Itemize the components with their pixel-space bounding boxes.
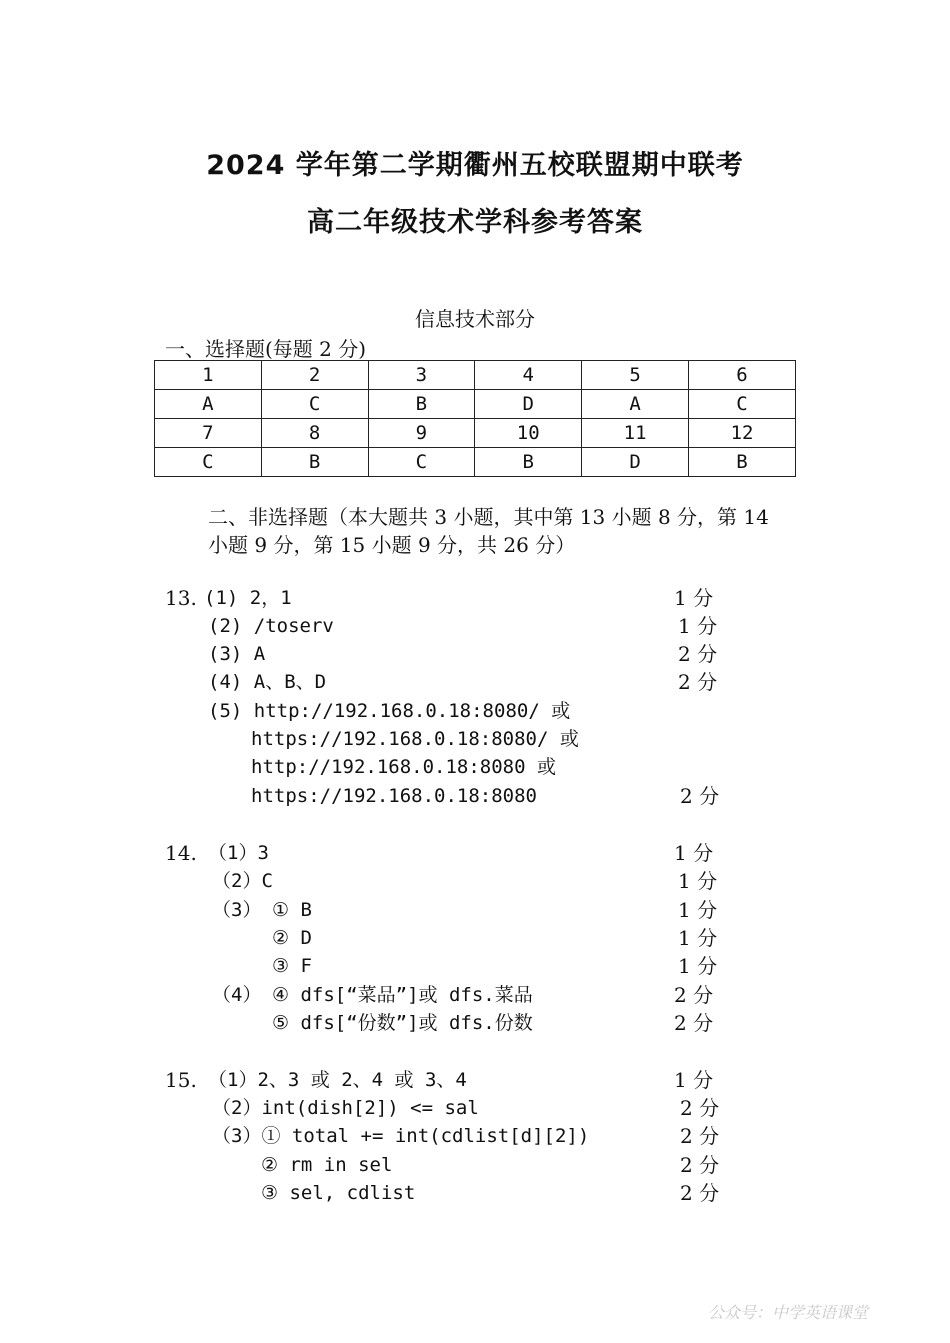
table-cell: 10 (475, 419, 582, 448)
item-label: (3) (208, 643, 243, 665)
table-cell: 1 (155, 361, 262, 390)
table-cell: 4 (475, 361, 582, 390)
table-row (155, 419, 796, 448)
score: 1 分 (674, 586, 714, 610)
score: 2 分 (678, 642, 718, 666)
table-cell: 3 (368, 361, 475, 390)
score: 2 分 (678, 670, 718, 694)
table-cell: B (689, 448, 796, 477)
score: 1 分 (674, 841, 714, 865)
q13-number: 13. (165, 586, 197, 610)
table-cell: B (475, 448, 582, 477)
item-label: （3） (212, 1125, 262, 1147)
table-cell: 8 (261, 419, 368, 448)
watermark: 公众号：中学英语课堂 (708, 1303, 869, 1322)
item-label: （1） (208, 842, 258, 864)
table-cell: 6 (689, 361, 796, 390)
item-answer: int(dish[2]) <= sal (261, 1097, 479, 1119)
part-two-heading-line: 小题 9 分，第 15 小题 9 分，共 26 分） (208, 533, 576, 557)
q13-item-2 (208, 612, 334, 640)
table-cell: A (582, 390, 689, 419)
item-label: (1) (204, 587, 239, 609)
table-cell: 2 (261, 361, 368, 390)
q13-item-5-cont: http://192.168.0.18:8080 或 (251, 756, 556, 778)
score: 2 分 (674, 983, 714, 1007)
q14-item-4b-answer: ⑤ dfs[“份数”]或 dfs.份数 (272, 1012, 533, 1034)
score: 2 分 (674, 1011, 714, 1035)
q13-item-3 (208, 640, 265, 668)
score: 1 分 (678, 898, 718, 922)
table-cell: B (261, 448, 368, 477)
table-cell: D (582, 448, 689, 477)
table-cell: 12 (689, 419, 796, 448)
part-two-heading (208, 503, 808, 559)
table-cell: A (155, 390, 262, 419)
item-answer: A (253, 643, 266, 665)
item-answer: 2，1 (249, 587, 292, 609)
score: 1 分 (678, 869, 718, 893)
q14-item-3-answer: ① B (272, 899, 312, 921)
document-title: 2024 学年第二学期衢州五校联盟期中联考 (206, 150, 744, 181)
q13-item-5-cont: https://192.168.0.18:8080/ 或 (251, 728, 579, 750)
score: 1 分 (678, 954, 718, 978)
q14-number: 14. (165, 841, 197, 865)
item-answer: C (261, 870, 273, 892)
q15-number: 15. (165, 1068, 197, 1092)
q14-item-3c-answer: ③ F (272, 955, 312, 977)
q15-item-3c-answer: ③ sel, cdlist (261, 1182, 416, 1204)
score: 2 分 (680, 1124, 720, 1148)
table-cell: C (689, 390, 796, 419)
item-answer: /toserv (253, 615, 334, 637)
q13-item-5-cont: https://192.168.0.18:8080 (251, 785, 537, 807)
score: 2 分 (680, 1096, 720, 1120)
table-cell: B (368, 390, 475, 419)
score: 2 分 (680, 1153, 720, 1177)
score: 1 分 (678, 926, 718, 950)
q14-item-4-answer: ④ dfs[“菜品”]或 dfs.菜品 (272, 984, 533, 1006)
q13-item-4 (208, 668, 326, 696)
document-subtitle: 高二年级技术学科参考答案 (307, 207, 643, 238)
answer-table (154, 360, 796, 477)
table-cell: 11 (582, 419, 689, 448)
item-answer: 3 (257, 842, 269, 864)
q15-item-3b-answer: ② rm in sel (261, 1154, 393, 1176)
table-cell: 7 (155, 419, 262, 448)
q13-item-1 (204, 584, 292, 612)
item-answer: 2、3 或 2、4 或 3、4 (257, 1069, 467, 1091)
item-label: （2） (212, 870, 262, 892)
table-row (155, 448, 796, 477)
item-label: （4） (212, 984, 262, 1006)
score: 2 分 (680, 1181, 720, 1205)
table-cell: 9 (368, 419, 475, 448)
item-answer: http://192.168.0.18:8080/ 或 (253, 700, 571, 722)
q13-item-5 (208, 697, 570, 725)
item-label: (5) (208, 700, 243, 722)
table-cell: C (155, 448, 262, 477)
q14-item-2 (212, 867, 273, 895)
item-answer: ① total += int(cdlist[d][2]) (261, 1125, 590, 1147)
part-one-heading: 一、选择题(每题 2 分) (165, 337, 367, 361)
q15-item-3 (212, 1122, 589, 1150)
item-label: (2) (208, 615, 243, 637)
q15-item-2 (212, 1094, 479, 1122)
table-row (155, 361, 796, 390)
item-label: （3） (212, 899, 262, 921)
q15-item-1 (208, 1066, 467, 1094)
table-row (155, 390, 796, 419)
score: 1 分 (678, 614, 718, 638)
table-cell: C (261, 390, 368, 419)
item-label: (4) (208, 671, 243, 693)
part-two-heading-line: 二、非选择题（本大题共 3 小题，其中第 13 小题 8 分，第 14 (208, 505, 769, 529)
q14-item-3b-answer: ② D (272, 927, 312, 949)
q14-item-1 (208, 839, 269, 867)
score: 2 分 (680, 784, 720, 808)
table-cell: C (368, 448, 475, 477)
section-title: 信息技术部分 (415, 307, 535, 331)
q14-item-3 (212, 896, 261, 924)
item-label: （1） (208, 1069, 258, 1091)
score: 1 分 (674, 1068, 714, 1092)
table-cell: D (475, 390, 582, 419)
table-cell: 5 (582, 361, 689, 390)
item-label: （2） (212, 1097, 262, 1119)
q14-item-4 (212, 981, 261, 1009)
item-answer: A、B、D (253, 671, 327, 693)
